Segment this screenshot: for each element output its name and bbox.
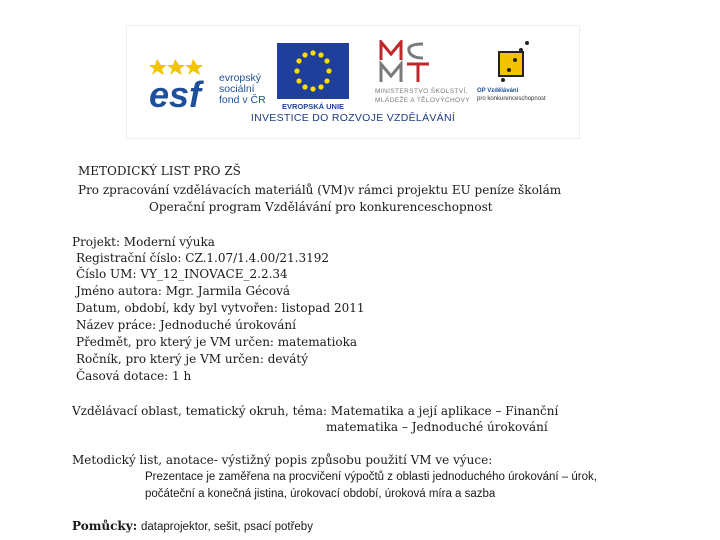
annotation-heading: Metodický list, anotace- výstižný popis způsobu použití VM ve výuce: [72, 453, 493, 467]
creation-date: Datum, období, kdy byl vytvořen: listopad 2011 [76, 301, 365, 315]
logo-banner [127, 26, 579, 138]
registration-number: Registrační číslo: CZ.1.07/1.4.00/21.3192 [76, 251, 329, 265]
educational-area-line-1: Vzdělávací oblast, tematický okruh, téma: Matematika a její aplikace – Finanční [72, 404, 559, 418]
subject: Předmět, pro který je VM určen: matematioka [76, 335, 358, 349]
author-name: Jméno autora: Mgr. Jarmila Gécová [76, 284, 291, 298]
esf-mark-icon [149, 59, 211, 109]
page-title: METODICKÝ LIST PRO ZŠ [78, 164, 241, 178]
banner-slogan: INVESTICE DO ROZVOJE VZDĚLÁVÁNÍ [250, 112, 456, 124]
aids-line [72, 518, 313, 535]
svg-text:esf: esf [149, 74, 202, 109]
op-vk-logo [477, 40, 567, 116]
educational-area-line-2: matematika – Jednoduché úrokování [326, 420, 548, 434]
eu-caption: EVROPSKÁ UNIE [281, 102, 345, 111]
time-allocation: Časová dotace: 1 h [76, 369, 192, 383]
annotation-line-2: počáteční a konečná jistina, úrokovací období, úroková míra a sazba [145, 488, 496, 500]
annotation-line-1: Prezentace je zaměřena na procvičení výpočtů z oblasti jednoduchého úrokování – úrok, [145, 471, 597, 483]
project-name: Projekt: Moderní výuka [72, 235, 215, 249]
msmt-text-line-2: MLÁDEŽE A TĚLOVÝCHOVY [375, 97, 470, 104]
op-text-line-1: OP Vzdělávání [477, 88, 519, 94]
grade: Ročník, pro který je VM určen: devátý [76, 352, 309, 366]
eu-logo [273, 43, 353, 112]
msmt-logo [375, 40, 473, 112]
msmt-mark-icon [379, 40, 439, 84]
program-line: Operační program Vzdělávání pro konkurenceschopnost [149, 200, 493, 214]
eu-flag-icon [277, 43, 349, 99]
msmt-text-line-1: MINISTERSTVO ŠKOLSTVÍ, [375, 88, 468, 95]
esf-text-line-2: sociální [219, 83, 255, 95]
aids-value: dataprojektor, sešit, psací potřeby [140, 521, 313, 533]
op-vk-mark-icon [493, 40, 533, 86]
aids-label: Pomůcky: [72, 519, 138, 533]
op-text-line-2: pro konkurenceschopnost [477, 96, 546, 102]
um-number: Číslo UM: VY_12_INOVACE_2.2.34 [76, 267, 288, 281]
esf-text-line-1: evropský [219, 72, 262, 84]
subtitle: Pro zpracování vzdělávacích materiálů (VM)v rámci projektu EU peníze školám [78, 183, 562, 197]
work-name: Název práce: Jednoduché úrokování [76, 318, 296, 332]
esf-logo [149, 43, 267, 111]
esf-text-line-3: fond v ČR [219, 94, 266, 106]
